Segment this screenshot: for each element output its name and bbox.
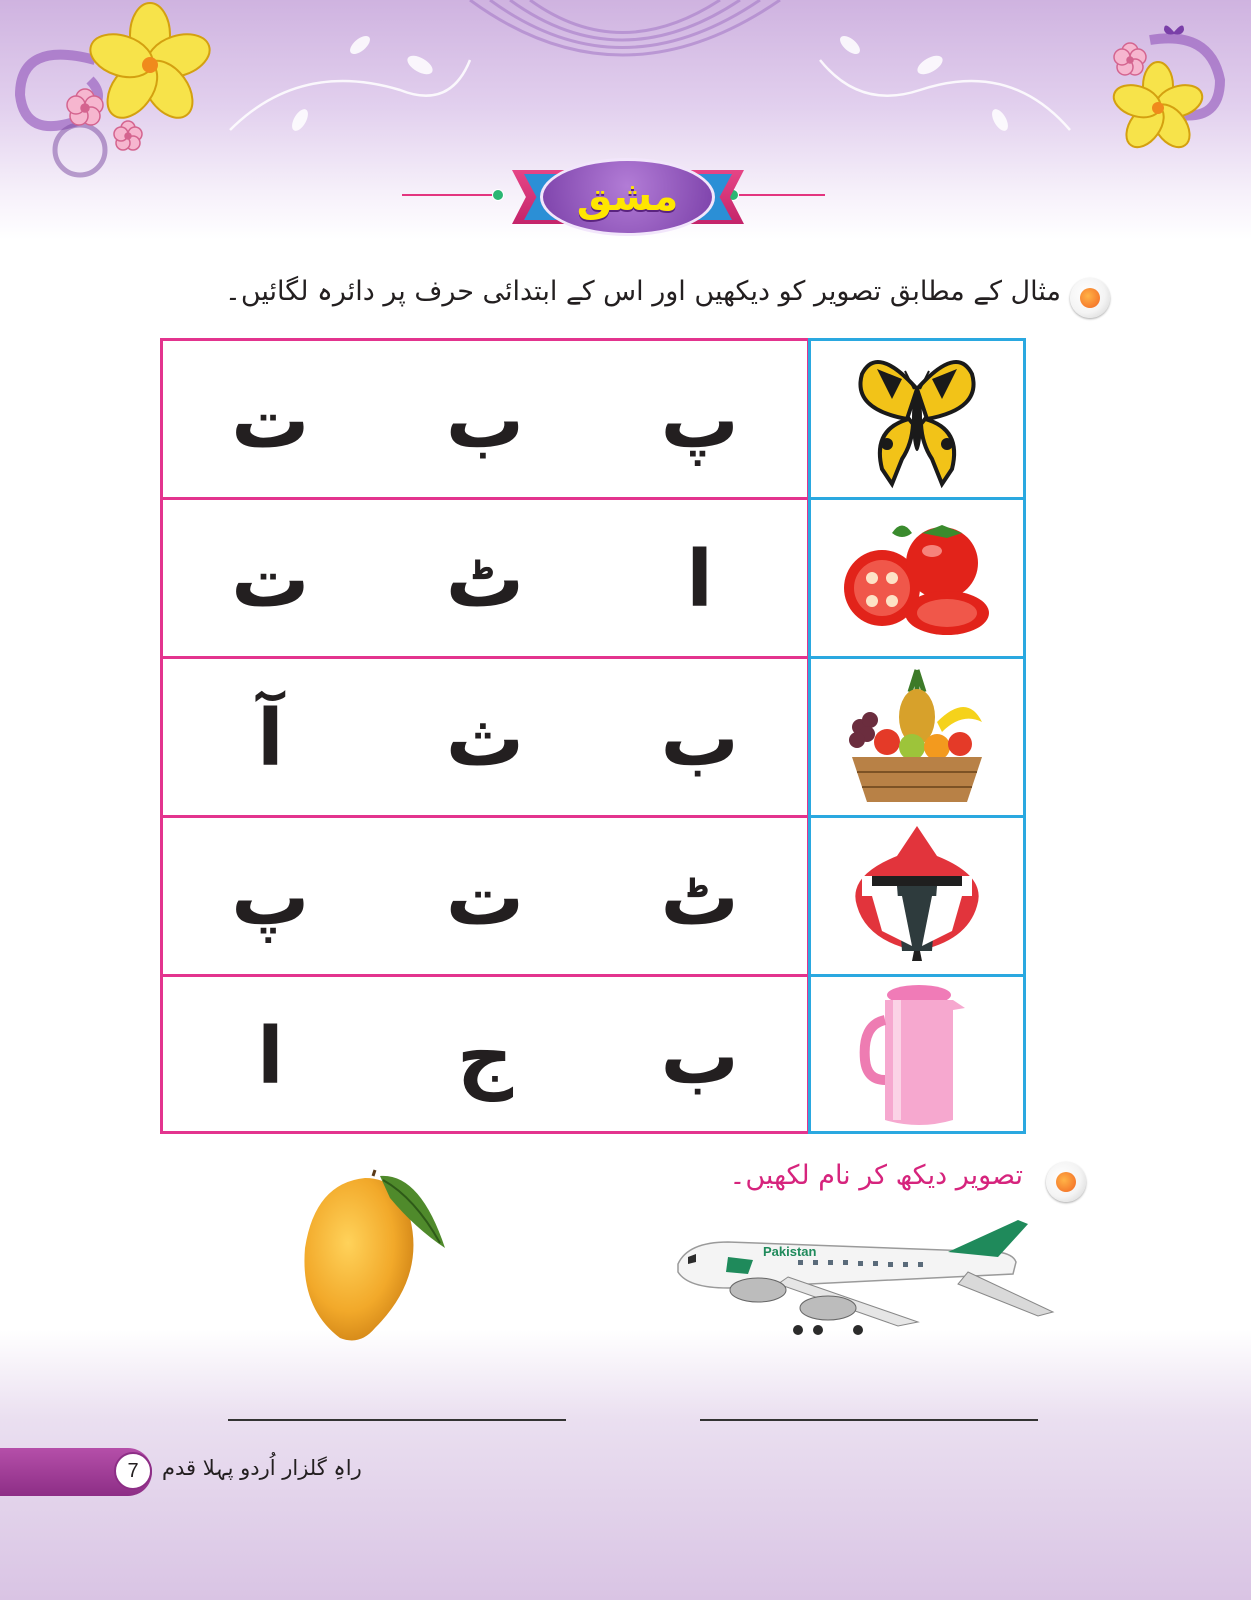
letter-option[interactable]: ا bbox=[686, 534, 714, 625]
book-title: راہِ گلزار اُردو پہلا قدم bbox=[162, 1456, 362, 1480]
fruit-basket-icon bbox=[842, 662, 992, 812]
title-dot-left bbox=[492, 189, 504, 201]
letter-option[interactable]: ا bbox=[256, 1011, 284, 1102]
letter-option[interactable]: ب bbox=[660, 693, 739, 784]
letter-option[interactable]: ٹ bbox=[660, 852, 739, 943]
title-badge bbox=[540, 158, 715, 236]
title-line-right bbox=[735, 194, 825, 196]
letter-option[interactable]: ٹ bbox=[445, 534, 525, 625]
mango-picture bbox=[295, 1168, 455, 1343]
letter-option[interactable]: پ bbox=[660, 375, 739, 466]
kite-icon bbox=[842, 821, 992, 971]
letter-option[interactable]: ت bbox=[231, 534, 310, 625]
tomatoes-picture bbox=[811, 500, 1023, 656]
butterfly-corner-icon bbox=[1162, 20, 1186, 44]
jug-picture bbox=[811, 977, 1023, 1133]
letter-option[interactable]: ب bbox=[445, 375, 525, 466]
exercise2-instruction: تصویر دیکھ کر نام لکھیں۔ bbox=[729, 1160, 1023, 1191]
table-row bbox=[163, 659, 807, 818]
table-row bbox=[163, 500, 807, 659]
bullet-icon bbox=[1070, 278, 1110, 318]
answer-line-airplane[interactable] bbox=[700, 1419, 1038, 1421]
tomato-icon bbox=[832, 513, 1002, 643]
butterfly-picture bbox=[811, 341, 1023, 497]
exercise1-instruction: مثال کے مطابق تصویر کو دیکھیں اور اس کے ابتدائی حرف پر دائرہ لگائیں۔ bbox=[225, 276, 1061, 307]
kite-picture bbox=[811, 818, 1023, 974]
fruit-basket-picture bbox=[811, 659, 1023, 815]
letter-option[interactable]: ب bbox=[660, 1011, 739, 1102]
letter-option[interactable]: ث bbox=[445, 693, 525, 784]
letter-option[interactable]: آ bbox=[256, 693, 284, 784]
table-row bbox=[163, 341, 807, 500]
title-line-left bbox=[402, 194, 502, 196]
letter-option[interactable]: پ bbox=[231, 852, 310, 943]
letter-option[interactable]: ت bbox=[231, 375, 310, 466]
airplane-picture bbox=[668, 1212, 1060, 1342]
jug-icon bbox=[857, 980, 977, 1130]
page-number: 7 bbox=[114, 1452, 152, 1490]
table-row bbox=[163, 977, 807, 1136]
butterfly-icon bbox=[847, 349, 987, 489]
table-row bbox=[163, 818, 807, 977]
letters-table bbox=[160, 338, 810, 1134]
airplane-livery-text: Pakistan bbox=[763, 1244, 817, 1259]
bullet-icon bbox=[1046, 1162, 1086, 1202]
answer-line-mango[interactable] bbox=[228, 1419, 566, 1421]
letter-option[interactable]: ج bbox=[456, 1011, 514, 1102]
picture-column bbox=[808, 338, 1026, 1134]
page-title: مشق bbox=[576, 174, 679, 220]
letter-option[interactable]: ت bbox=[445, 852, 525, 943]
